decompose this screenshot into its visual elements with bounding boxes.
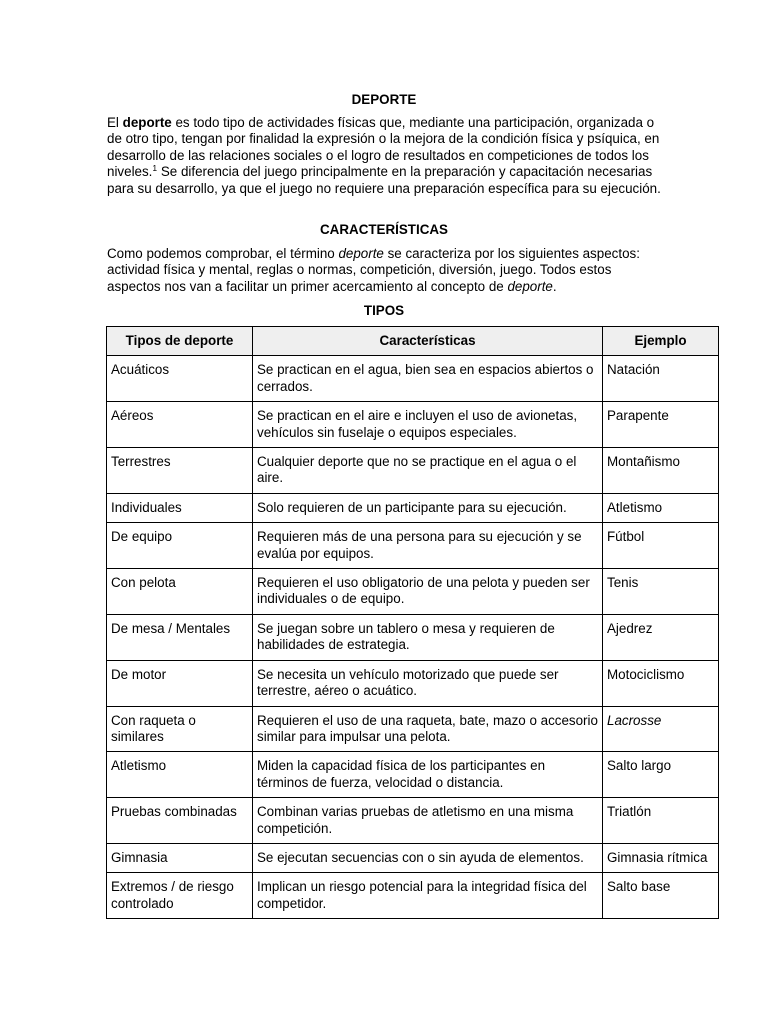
cell-type: Acuáticos xyxy=(107,356,253,402)
characteristics-heading: CARACTERÍSTICAS xyxy=(320,222,448,237)
cell-type: Extremos / de riesgo controlado xyxy=(107,873,253,919)
cell-example: Tenis xyxy=(603,569,719,615)
cell-example: Fútbol xyxy=(603,523,719,569)
table-row xyxy=(107,798,719,844)
cell-example: Ajedrez xyxy=(603,614,719,660)
header-example: Ejemplo xyxy=(603,327,719,356)
intro-text-end: Se diferencia del juego principalmente en la preparación y capacitación necesarias para su desarrollo, ya que el juego no requiere una preparación específica para su ejecución. xyxy=(107,164,661,196)
cell-description: Requieren el uso de una raqueta, bate, mazo o accesorio similar para impulsar una pelota. xyxy=(253,706,603,752)
table-row xyxy=(107,660,719,706)
cell-description: Solo requieren de un participante para su ejecución. xyxy=(253,493,603,522)
intro-text-middle: es todo tipo de actividades físicas que, mediante una participación, organizada o de otro tipo, tengan por finalidad la expresión o la mejora de la condición física y psíquica, en desarrollo de las relaciones sociales o el logro de resultados en competiciones de todos los niveles. xyxy=(107,115,660,180)
characteristics-paragraph xyxy=(107,246,667,295)
table-row xyxy=(107,706,719,752)
cell-example: Atletismo xyxy=(603,493,719,522)
cell-type: Pruebas combinadas xyxy=(107,798,253,844)
cell-description: Se juegan sobre un tablero o mesa y requieren de habilidades de estrategia. xyxy=(253,614,603,660)
cell-type: Terrestres xyxy=(107,448,253,494)
table-row xyxy=(107,843,719,872)
cell-type: Con pelota xyxy=(107,569,253,615)
table-header-row xyxy=(107,327,719,356)
table-row xyxy=(107,402,719,448)
table-row xyxy=(107,523,719,569)
cell-description: Se practican en el agua, bien sea en espacios abiertos o cerrados. xyxy=(253,356,603,402)
cell-type: Gimnasia xyxy=(107,843,253,872)
cell-example: Lacrosse xyxy=(603,706,719,752)
sports-types-table xyxy=(106,326,719,919)
cell-type: Atletismo xyxy=(107,752,253,798)
cell-type: De motor xyxy=(107,660,253,706)
table-row xyxy=(107,569,719,615)
table-row xyxy=(107,448,719,494)
table-row xyxy=(107,356,719,402)
characteristics-italic-1: deporte xyxy=(338,246,384,261)
header-type: Tipos de deporte xyxy=(107,327,253,356)
cell-example: Montañismo xyxy=(603,448,719,494)
cell-type: Aéreos xyxy=(107,402,253,448)
types-heading: TIPOS xyxy=(363,303,405,318)
cell-type: De equipo xyxy=(107,523,253,569)
cell-example: Parapente xyxy=(603,402,719,448)
table-row xyxy=(107,493,719,522)
cell-type: De mesa / Mentales xyxy=(107,614,253,660)
cell-type: Con raqueta o similares xyxy=(107,706,253,752)
characteristics-text-1: Como podemos comprobar, el término xyxy=(107,246,339,261)
characteristics-text-3: . xyxy=(552,278,557,294)
cell-example: Triatlón xyxy=(603,798,719,844)
intro-paragraph xyxy=(107,115,667,197)
cell-example: Salto base xyxy=(603,873,719,919)
footnote-marker[interactable]: 1 xyxy=(152,163,158,174)
table-row xyxy=(107,752,719,798)
cell-type: Individuales xyxy=(107,493,253,522)
intro-bold-term: deporte xyxy=(122,115,172,130)
page-title: DEPORTE xyxy=(351,92,417,107)
cell-description: Se necesita un vehículo motorizado que puede ser terrestre, aéreo o acuático. xyxy=(253,660,603,706)
cell-example: Gimnasia rítmica xyxy=(603,843,719,872)
cell-example: Motociclismo xyxy=(603,660,719,706)
cell-description: Se practican en el aire e incluyen el uso de avionetas, vehículos sin fuselaje o equipos especiales. xyxy=(253,402,603,448)
cell-description: Cualquier deporte que no se practique en el agua o el aire. xyxy=(253,448,603,494)
header-characteristics: Características xyxy=(253,327,603,356)
intro-text-start: El xyxy=(107,115,123,130)
table-row xyxy=(107,873,719,919)
cell-description: Requieren más de una persona para su ejecución y se evalúa por equipos. xyxy=(253,523,603,569)
characteristics-text-2: se caracteriza por los siguientes aspectos: actividad física y mental, reglas o normas, competición, diversión, juego. Todos estos aspectos nos van a facilitar un primer acercamiento al concepto de xyxy=(107,246,640,294)
cell-example: Salto largo xyxy=(603,752,719,798)
cell-description: Miden la capacidad física de los participantes en términos de fuerza, velocidad o distancia. xyxy=(253,752,603,798)
cell-example: Natación xyxy=(603,356,719,402)
characteristics-italic-2: deporte xyxy=(507,278,553,294)
cell-description: Se ejecutan secuencias con o sin ayuda de elementos. xyxy=(253,843,603,872)
table-row xyxy=(107,614,719,660)
cell-description: Combinan varias pruebas de atletismo en una misma competición. xyxy=(253,798,603,844)
cell-description: Implican un riesgo potencial para la integridad física del competidor. xyxy=(253,873,603,919)
cell-description: Requieren el uso obligatorio de una pelota y pueden ser individuales o de equipo. xyxy=(253,569,603,615)
